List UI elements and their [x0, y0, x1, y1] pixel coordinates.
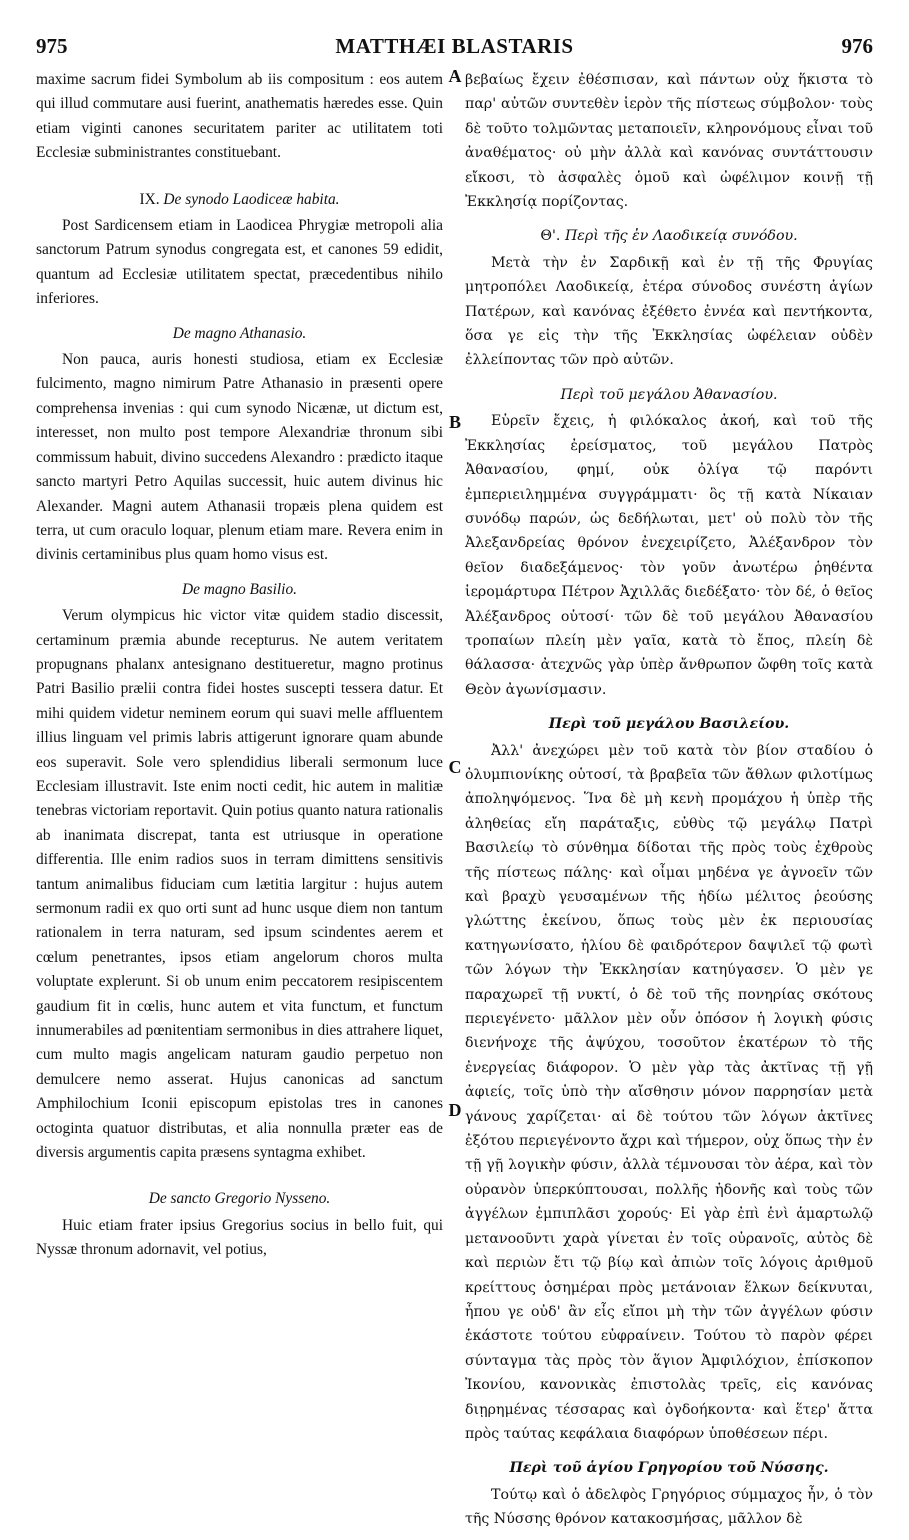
- greek-paragraph-4: Ἀλλ' ἀνεχώρει μὲν τοῦ κατὰ τὸν βίον σταδίου ὁ ὀλυμπιονίκης οὑτοσί, τὰ βραβεῖα τῶν ἄθλων φιλοτίμως ἀποληψόμενος. Ἵνα δὲ μὴ κενὴ προμάχου ἡ ὑπὲρ τῆς ἀληθείας εἴη παράταξις, εὐθὺς τῷ μεγάλῳ Πατρὶ Βασιλείῳ τὸ σύνθημα δίδοται τῆς πρὸς τοὺς ἐχθροὺς τῆς πίστεως πάλης· καὶ οἶμαι μηδένα γε ἀγνοεῖν τῶν καὶ βραχὺ γευσαμένων τῆς ἡδίω μέλιτος ῥεούσης γλώττης ἐκείνου, ὅπως τοὺς μὲν ἐκ περιουσίας κατηγωνίσατο, ἡλίου δὲ φαιδρότερον δαψιλεῖ τῷ φωτὶ τῶν λόγων τὴν Ἐκκλησίαν κατηύγασεν. Ὁ μὲν γε παραχωρεῖ τῇ νυκτί, ὁ δὲ τοῦ τῆς πονηρίας σκότους περιεγένετο· μᾶλλον μὲν οὖν ὁπόσον ἡ λογικὴ φύσις διενήνοχε τῆς ἀψύχου, τοσοῦτον ἑκατέρων τὸ τῆς ἐνεργείας διάφορον. Ὁ μὲν γὰρ τὰς ἀκτῖνας τῇ γῇ ἀφιείς, τοῖς ὑπὸ τὴν αἴσθησιν μόνον παρρησίαν μετὰ γάνους χαρίζεται· αἱ δὲ τούτου τῶν λόγων ἀκτῖνες ἐξότου περιεγένοντο ἄχρι καὶ τήμερον, οὐχ ὅπως τὴν ἐν τῇ γῇ λογικὴν φύσιν, ἀλλὰ τέμνουσαι τὸν ἀέρα, καὶ τὸν οὐρανὸν ὑπερκύπτουσαι, πολλῆς ἡδονῆς καὶ τοὺς τῶν ἀγγέλων ἐμπιπλᾶσι χορούς· Εἰ γὰρ ἐπὶ ἑνὶ ἁμαρτωλῷ μετανοοῦντι χαρὰ γίνεται ἐν τοῖς οὐρανοῖς, αὐτὸς δὲ καὶ περιὼν ἔτι τῷ βίῳ καὶ ἀπιὼν τοῖς λόγοις ἀριθμοῦ κρείττους ὁσημέραι πρὸς μετάνοιαν ἕλκων δείκνυται, ἧπου γε οὐδ' ἂν εἷς εἴποι μὴ τὴν τῶν ἀγγέλων φύσιν ἑκάστοτε τούτου εὐφραίνειν. Τούτου τὸ παρὸν φέρει σύνταγμα τὰς πρὸς τὸν ἅγιον Ἀμφιλόχιον, ἐπίσκοπον Ἰκονίου, κανονικὰς ἐπιστολὰς τρεῖς, εἰς κανόνας διῃρημένας τέσσαρας καὶ ὀγδοήκοντα· καὶ ἕτερ' ἄττα πρὸς ταύτας κεφάλαια διαφόρων ὑποθέσεων πέρι.: [465, 742, 873, 1442]
- latin-heading-number: IX.: [139, 190, 160, 208]
- greek-heading-gregory: Περὶ τοῦ ἁγίου Γρηγορίου τοῦ Νύσσης.: [509, 1460, 829, 1477]
- latin-paragraph-3: Non pauca, auris honesti studiosa, etiam ex Ecclesiæ fulcimento, magno nimirum Patre Athanasio in præsenti opere comprehensa invenias : qui cum synodo Nicænæ, ut dictum est, interesset, non multo post tempore Alexandriæ thronum sibi commissum habuit, divino succedens Alexandro : prædicto itaque sancto martyri Petro Aquilas successit, huic autem divinus hic Alexander. Magni autem Athanasii tropæis plena quidem est terra, ut cum oraculo loquar, plenum etiam mare. Revera enim in divinis certaminibus plus quam homo visus est.: [36, 351, 443, 564]
- running-head: [36, 34, 873, 62]
- margin-marker-a: A: [448, 66, 462, 86]
- latin-column: [36, 68, 443, 1530]
- greek-heading-synod-laodicea: [465, 224, 873, 248]
- running-title: MATTHÆI BLASTARIS: [335, 34, 574, 58]
- latin-heading-basil: De magno Basilio.: [182, 580, 297, 598]
- margin-marker-b: B: [448, 412, 461, 432]
- page-number-left: 975: [36, 34, 68, 58]
- latin-heading-athanasius: De magno Athanasio.: [172, 324, 307, 342]
- latin-paragraph-1: maxime sacrum fidei Symbolum ab iis compositum : eos autem qui illud commutare ausi fuerint, anathematis hæredes esse. Quin etiam viginti canones securitatem pariter ac utilitatem toti Ecclesiæ subministrantes constituebant.: [36, 71, 443, 162]
- margin-marker-d: D: [448, 1100, 462, 1120]
- page-number-right: 976: [841, 34, 873, 58]
- greek-paragraph-5: Τούτῳ καὶ ὁ ἀδελφὸς Γρηγόριος σύμμαχος ἦν, ὁ τὸν τῆς Νύσσης θρόνον κατακοσμήσας, μᾶλλον δὲ: [465, 1486, 873, 1528]
- greek-heading-title: Περὶ τῆς ἐν Λαοδικείᾳ συνόδου.: [564, 228, 798, 245]
- greek-heading-athanasius: Περὶ τοῦ μεγάλου Ἀθανασίου.: [560, 386, 778, 403]
- greek-column: [465, 68, 873, 1530]
- margin-marker-c: C: [448, 757, 462, 777]
- greek-paragraph-1: βεβαίως ἔχειν ἐθέσπισαν, καὶ πάντων οὐχ ἥκιστα τὸ παρ' αὐτῶν συντεθὲν ἱερὸν τῆς πίστεως σύμβολον· τοὺς δὲ τοῦτο τολμῶντας μεταποιεῖν, κληρονόμους εἶναι τοῦ ἀναθέματος· οὐ μὴν ἀλλὰ καὶ κανόνας συντάττουσιν εἴκοσι, τὸ ἀσφαλὲς ὁμοῦ καὶ ὠφέλιμον κοινῇ τῇ Ἐκκλησίᾳ πορίζοντας.: [465, 72, 873, 211]
- greek-heading-number: Θ'.: [540, 228, 561, 245]
- greek-paragraph-3: Εὑρεῖν ἔχεις, ἡ φιλόκαλος ἀκοή, καὶ τοῦ τῆς Ἐκκλησίας ἐρείσματος, τοῦ μεγάλου Πατρὸς Ἀθανασίου, φημί, οὐκ ὀλίγα τῷ παρόντι ἐμπεριειλημμένα συγγράμματι· ὃς τῇ κατὰ Νίκαιαν συνόδῳ παρών, ὡς δεδήλωται, μετ' οὐ πολὺ τὸν τῆς Ἀλεξανδρείας θρόνον ἐνεχειρίζετο, Ἀλέξανδρον τὸν θεῖον διαδεξάμενος· τὸν γοῦν ἀνωτέρω ῥηθέντα ἱερομάρτυρα Πέτρον Ἀχιλλᾶς διεδέξατο· τὸν δέ, ὁ θεῖος Ἀλέξανδρος οὑτοσί· τῶν δὲ τοῦ μεγάλου Ἀθανασίου τροπαίων πλείη μὲν γαῖα, κατὰ τὸ ἔπος, πλείη δὲ θάλασσα· ἀτεχνῶς γὰρ ὑπὲρ ἄνθρωπον ὤφθη τοῖς κατὰ Θεὸν ἀγωνίσμασιν.: [465, 413, 873, 698]
- greek-paragraph-2: Μετὰ τὴν ἐν Σαρδικῇ καὶ ἐν τῇ τῆς Φρυγίας μητροπόλει Λαοδικείᾳ, ἑτέρα σύνοδος συνέστη ἁγίων Πατέρων, καὶ κανόνας ἐξέθετο ἐννέα καὶ πεντήκοντα, ὅσα γε εἰς τὴν τῆς Ἐκκλησίας ὠφέλειαν οὐδὲν ἐλλείποντας τῶν πρὸ αὐτῶν.: [465, 254, 873, 369]
- latin-heading-synod-laodicea: [36, 188, 443, 212]
- greek-heading-basil: Περὶ τοῦ μεγάλου Βασιλείου.: [548, 716, 790, 733]
- latin-paragraph-5: Huic etiam frater ipsius Gregorius socius in bello fuit, qui Nyssæ thronum adornavit, vel potius,: [36, 1216, 443, 1259]
- latin-heading-title: De synodo Laodiceæ habita.: [163, 190, 340, 208]
- latin-paragraph-4: Verum olympicus hic victor vitæ quidem stadio discessit, certaminum præmia abunde recepturus. Ne autem veritatem propugnans phalanx antesignano destitueretur, magno protinus Patri Basilio prælii contra fidei hostes suscepti tessera datur. Et mihi quidem videtur neminem eorum qui suavi melle affluentem illius linguam vel primis labris attigerunt ignorare quam abunde eos superavit. Sole vero splendidius liberali sermonum luce Ecclesiam illustravit. Iste enim nocti cedit, hic autem in malitiæ tenebras victoriam reportavit. Quin potius quanto natura rationalis ab inanimata discrepat, tanta est utriusque in operatione differentia. Ille enim radios suos in terram dimittens sensitivis tantum animalibus fiduciam cum lætitia largitur : hujus autem sermonum radii ex quo orti sunt ad hunc usque diem non tantum rationalem in terra naturam, sed ipsum scindentes aerem et cœlum penetrantes, ipsos etiam angelorum choros multa voluptate explerunt. Si ob unum enim peccatorem resipiscentem gaudium fit in cœlis, hunc autem et vita functum, et functum innumerabiles ad pœnitentiam sermonibus in dies attrahere liquet, cum multo magis angelicam naturam gaudio perpetuo non demulcere nemo asserat. Hujus canonicas ad sanctum Amphilochium Iconii episcopum epistolas tres in canones octoginta quatuor distributas, et alia nonnulla præter eas de diversis argumentis capita præsens syntagma exhibet.: [36, 607, 443, 1162]
- latin-heading-gregory: De sancto Gregorio Nysseno.: [148, 1190, 331, 1208]
- latin-paragraph-2: Post Sardicensem etiam in Laodicea Phrygiæ metropoli alia sanctorum Patrum synodus congregata est, et canones 59 edidit, quantum ad Ecclesiæ utilitatem spectat, præcedentibus nihilo inferiores.: [36, 217, 443, 308]
